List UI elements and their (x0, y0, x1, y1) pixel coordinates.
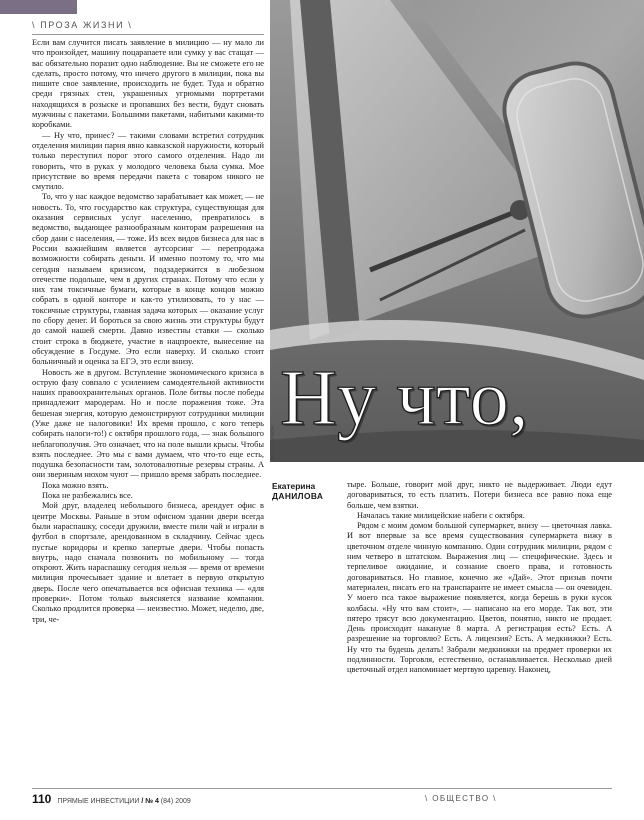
paragraph: тыре. Больше, говорит мой друг, никто не выдерживает. Люди едут договариваться, то есть платить. Потери бизнеса все равно пока еще больше, чем взятки. (347, 480, 612, 510)
paragraph: Пока не разбежались все. (42, 491, 133, 501)
page-number: 110 (32, 792, 52, 806)
headline: Ну что, (280, 355, 529, 442)
footer-divider (32, 788, 612, 789)
paragraph: Началась такие милицейские набеги с октября. (357, 510, 525, 520)
author-first-name: Екатерина (272, 481, 316, 491)
paragraph: Мой друг, владелец небольшого бизнеса, арендует офис в центре Москвы. Раньше в этом офисном здании двери всегда были нараспашку, соседи дружили, вместе пили чай и играли в футбол в спортзале, арендованном в складчину. Сейчас здесь пустые коридоры и крепко запертые двери. Чтобы попасть внутрь, надо сначала позвонить по мобильному — тогда откроют. Жить нараспашку сегодня нельзя — время от времени милиция прочесывает здание и влетает в первую открытую дверь. После чего опечатывается вся офисная техника — «для проверки». Потом только выясняется название компании. Сколько продлится проверка — неизвестно. Может, неделю, две, три, че- (32, 501, 264, 624)
paragraph: Новость же в другом. Вступление экономического кризиса в острую фазу совпало с усилением самодеятельной активности наших правоохранительных органов. Поле битвы после победы принадлежит мародерам. Но и после поражения тоже. Эта бешеная энергия, которую демонстрируют сотрудники милиции (Уже даже не налоговики! Их время прошло, с кого теперь собирать налоги-то!) с октября прошлого года, — знак большого неблагополучия. Это означает, что на поле вышли крысы. Чтобы взять последнее. Это мы с вами думаем, что что-то еще есть, подушка безопасности там, золотовалютные резервы страны. А они звериным нюхом чуют — пришло время забрать последнее. (32, 367, 264, 480)
issue-detail: (84) 2009 (160, 798, 191, 805)
right-text-column (347, 480, 612, 676)
rubric-divider (32, 34, 264, 35)
paragraph: Если вам случится писать заявление в милицию — ну мало ли что произойдет, машину поцарапаете или сумку у вас стащат — вас обязательно поразит одно наблюдение. Вы не сможете его не сделать, просто потому, что ничего другого в милиции, пока вы пишите свое заявление, происходить не будет. Туда и обратно среди грязных стен, украшенных угрюмыми портретами находящихся в розыске и пропавших без вести, будут сновать мужчины с пакетами. Большими пакетами, набитыми какими-то коробками. (32, 38, 264, 130)
footer-folio (32, 792, 292, 806)
footer-section: \ ОБЩЕСТВО \ (425, 794, 497, 803)
issue-number: / № 4 (141, 798, 159, 805)
magazine-name: ПРЯМЫЕ ИНВЕСТИЦИИ (57, 798, 140, 805)
paragraph: Рядом с моим домом большой супермаркет, внизу — цветочная лавка. И вот впервые за все время существования супермаркета вижу в цветочном отделе чинную компанию. Один сотрудник милиции, рядом с ним четверо в штатском. Выражения лиц — специфические. Здесь и терпеливое ожидание, и сознание своего права, и готовность договариваться. Но главное, конечно же «Дай». Этот призыв почти материален, писать его на транспаранте не имеет смысла — он очевиден. У моего пса такое выражение появляется, когда берешь в руки кусок колбасы. «Ну что вам стоит», — написано на его морде. Так вот, эти пятеро трясут всю документацию. Цветов, понятно, никто не продает. День происходит накануне 8 марта. А регистрация есть? Есть. А разрешение на торговлю? Есть. А лицензия? Есть. А медкнижки? Есть. Ну что ты будешь делать! Забрали медкнижки на предмет проверки их подлинности. Торговля, естественно, останавливается. Несколько дней цветочный отдел напоминает мертвую царевну. Наконец, (347, 521, 612, 675)
paragraph: — Ну что, принес? — такими словами встретил сотрудник отделения милиции парня явно кавказской наружности, который только переступил порог этого самого отделения. Надо ли говорить, что в руках у молодого человека была сумка. Мое присутствие во время передачи пакета с товаром никого не смутило. (32, 130, 264, 192)
section-rubric: \ ПРОЗА ЖИЗНИ \ (32, 20, 133, 30)
photo-credit: ФОТО: ЛЕГИОН (270, 426, 275, 460)
paragraph: Пока можно взять. (42, 480, 109, 490)
paragraph: То, что у нас каждое ведомство зарабатывает как может, — не новость. То, что государство как структура, существующая для оказания сервисных услуг населению, превратилось в ведомство, выдающее разнообразным конторам разрешения на сбор дани с населения, — тоже. Из всех видов бизнеса для нас в России важнейшим является аутсорсинг — перепродажа возможности собирать деньги. И именно поэтому то, что мы сегодня называем кризисом, подзадержится в любезном отечестве подольше, чем в других странах. Потому что если у них там токсичные бумаги, которые в конце концов можно собрать в одной конторе и как-то утилизовать, то у нас — токсичные структуры, главная задача которых — оказание услуг по сбору денег. И бороться за свою жизнь эти структуры будут до самой нашей смерти. Давно известны ставки — сколько стоит строка в бюджете, участие в нацпроекте, вынесение на обсуждение в Госдуме. Это если наверху. И сколько стоит больничный и оценка за ЕГЭ, это если внизу. (32, 192, 264, 367)
left-text-column (32, 38, 264, 625)
author-byline (272, 481, 344, 501)
author-last-name: ДАНИЛОВА (272, 491, 324, 501)
top-color-bar (0, 0, 77, 14)
